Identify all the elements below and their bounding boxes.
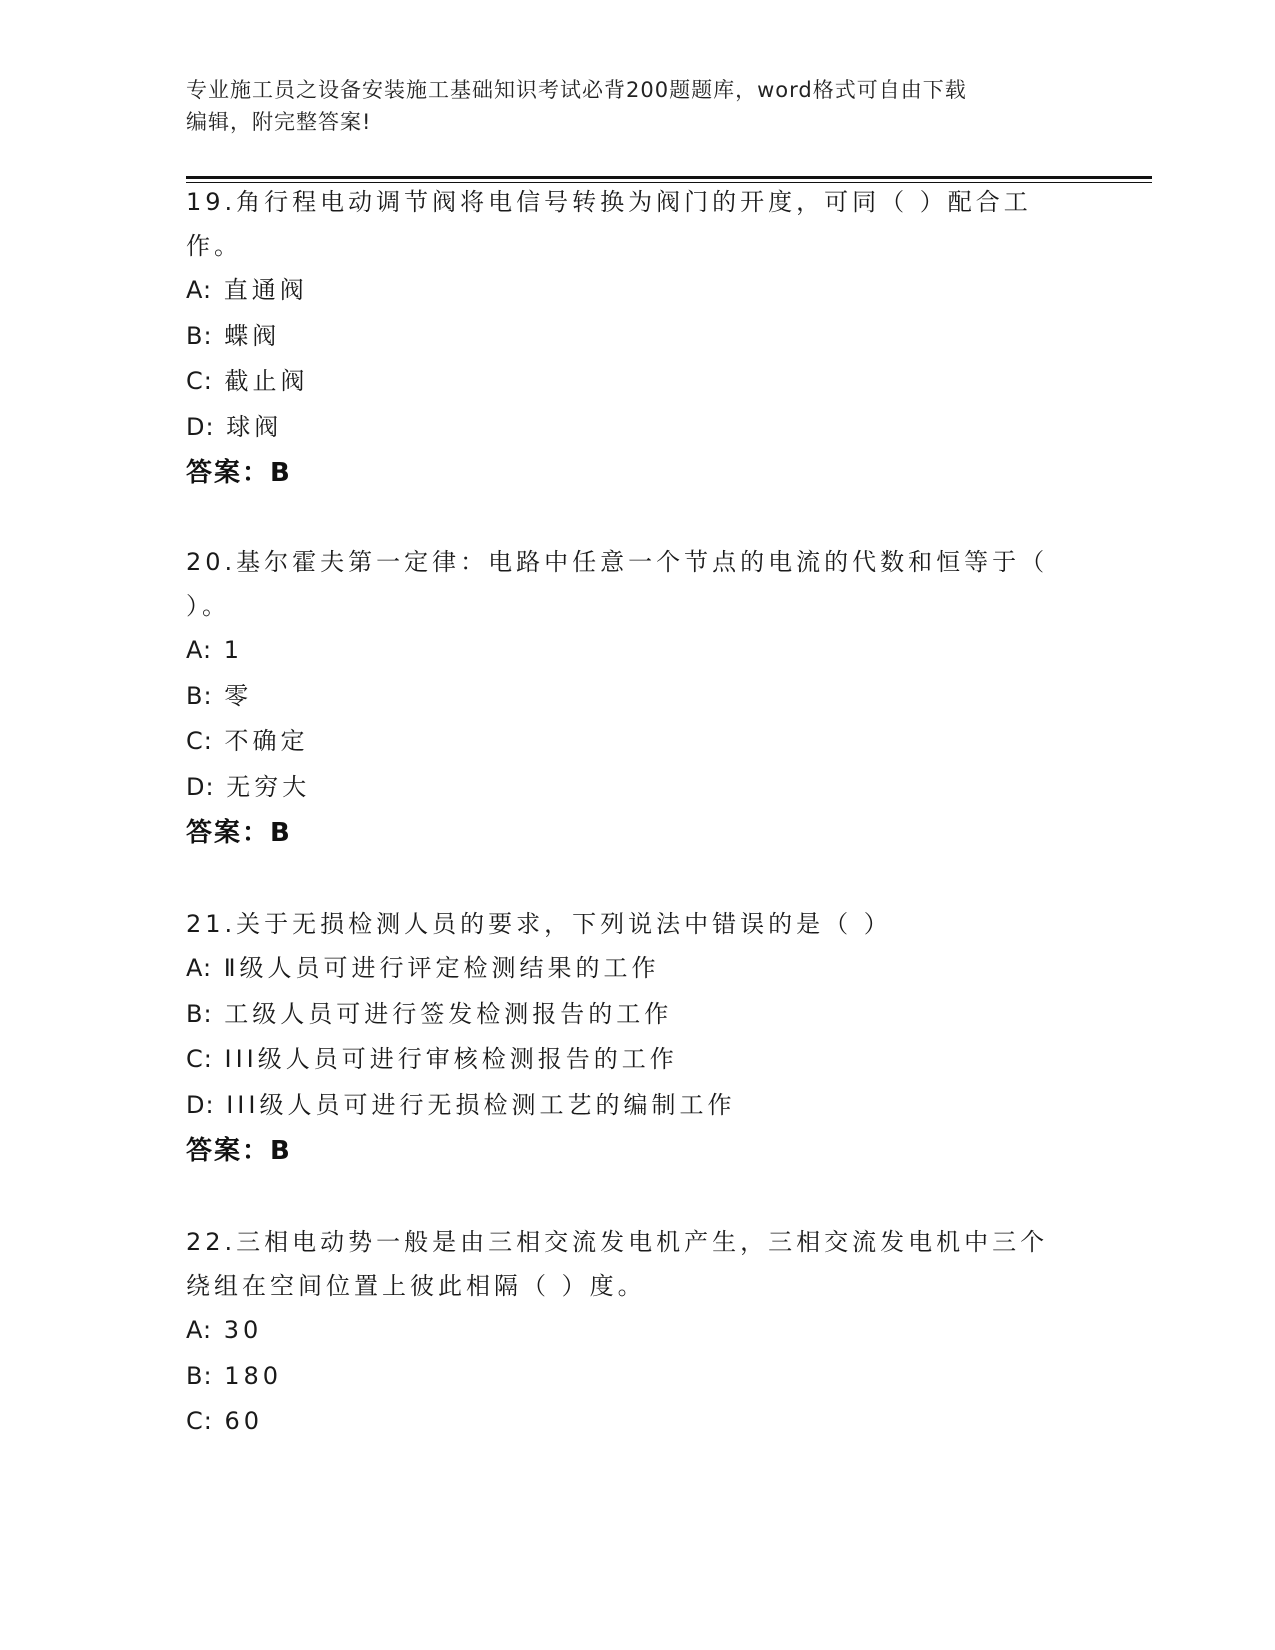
question-21 <box>186 902 1076 1174</box>
option-c <box>186 719 1076 765</box>
option-a <box>186 1308 1076 1354</box>
option-letter: A: <box>186 1316 213 1344</box>
option-a <box>186 628 1076 674</box>
stem-line: 22.三相电动势一般是由三相交流发电机产生，三相交流发电机中三个 <box>186 1228 1049 1256</box>
option-c <box>186 359 1076 405</box>
option-text: 180 <box>224 1361 283 1390</box>
option-text: III级人员可进行无损检测工艺的编制工作 <box>226 1090 736 1119</box>
title-line-1: 专业施工员之设备安装施工基础知识考试必背200题题库，word格式可自由下载 <box>186 78 967 102</box>
option-letter: D: <box>186 412 215 441</box>
question-22 <box>186 1220 1076 1445</box>
option-letter: A: <box>186 954 213 982</box>
title-line-2: 编辑，附完整答案! <box>186 110 372 134</box>
question-stem <box>186 1220 1076 1308</box>
header-divider-thick <box>186 176 1152 179</box>
question-20 <box>186 540 1076 856</box>
option-text: 直通阀 <box>223 276 308 304</box>
option-letter: C: <box>186 727 213 755</box>
option-letter: B: <box>186 681 213 710</box>
option-d <box>186 1083 1076 1129</box>
option-text: 球阀 <box>226 412 283 441</box>
option-text: 60 <box>224 1407 264 1435</box>
option-text: 零 <box>224 681 253 710</box>
stem-line: 19.角行程电动调节阀将电信号转换为阀门的开度，可同（ ）配合工 <box>186 188 1032 216</box>
option-letter: A: <box>186 276 213 304</box>
option-a <box>186 946 1076 992</box>
option-text: III级人员可进行审核检测报告的工作 <box>224 1045 678 1073</box>
option-letter: B: <box>186 321 213 350</box>
option-d <box>186 765 1076 811</box>
stem-line: 20.基尔霍夫第一定律：电路中任意一个节点的电流的代数和恒等于（ <box>186 548 1049 576</box>
option-b <box>186 674 1076 720</box>
option-letter: A: <box>186 636 213 664</box>
option-letter: C: <box>186 1407 213 1435</box>
stem-line: 作。 <box>186 232 242 260</box>
answer: 答案：B <box>186 818 292 848</box>
question-19 <box>186 180 1076 496</box>
option-c <box>186 1037 1076 1083</box>
stem-line: ）。 <box>186 592 230 620</box>
option-letter: B: <box>186 999 213 1028</box>
option-b <box>186 1354 1076 1400</box>
stem-line: 绕组在空间位置上彼此相隔（ ）度。 <box>186 1272 646 1300</box>
option-letter: C: <box>186 1045 213 1073</box>
answer: 答案：B <box>186 458 292 488</box>
option-text: 不确定 <box>224 727 309 755</box>
question-stem <box>186 902 1076 946</box>
option-letter: D: <box>186 1090 215 1119</box>
option-text: 蝶阀 <box>224 321 281 350</box>
option-letter: D: <box>186 772 215 801</box>
option-text: 工级人员可进行签发检测报告的工作 <box>224 999 673 1028</box>
document-title <box>186 74 1066 138</box>
answer: 答案：B <box>186 1136 292 1166</box>
option-b <box>186 992 1076 1038</box>
stem-line: 21.关于无损检测人员的要求，下列说法中错误的是（ ） <box>186 910 892 938</box>
option-a <box>186 268 1076 314</box>
option-text: 1 <box>223 636 244 664</box>
option-letter: B: <box>186 1361 213 1390</box>
option-text: 无穷大 <box>226 772 311 801</box>
option-text: Ⅱ级人员可进行评定检测结果的工作 <box>223 954 660 982</box>
option-d <box>186 405 1076 451</box>
option-b <box>186 314 1076 360</box>
option-text: 截止阀 <box>224 367 309 395</box>
option-c <box>186 1399 1076 1445</box>
question-stem <box>186 540 1076 628</box>
option-letter: C: <box>186 367 213 395</box>
option-text: 30 <box>223 1316 263 1344</box>
question-stem <box>186 180 1076 268</box>
